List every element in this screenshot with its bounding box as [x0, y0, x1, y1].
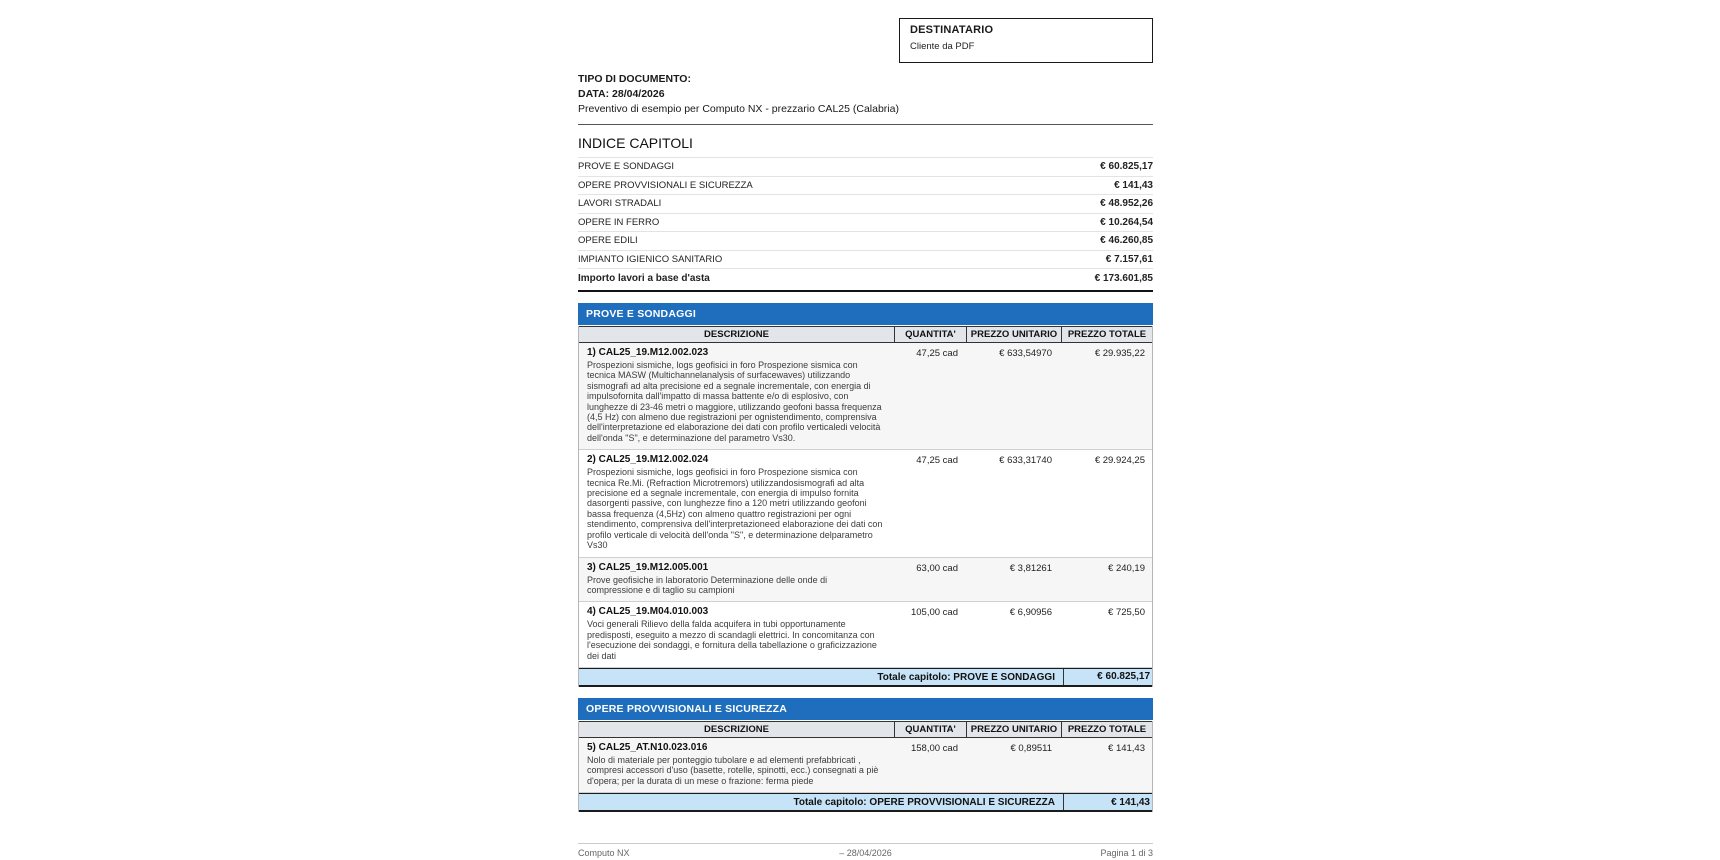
item-code: 1) CAL25_19.M12.002.023 [587, 347, 709, 358]
index-row-label: OPERE PROVVISIONALI E SICUREZZA [578, 179, 753, 191]
index-row-amount: € 7.157,61 [1105, 253, 1153, 265]
index-total-label: Importo lavori a base d'asta [578, 273, 710, 284]
item-quantity: 47,25 cad [916, 455, 958, 467]
item-description: Prospezioni sismiche, logs geofisici in foro Prospezione sismica con tecnica Re.Mi. (Refraction Microtremors) utilizzandosismografi ad alta precisione ed a segnale incrementale, con energia di impulso fornita dasorgenti passive, con lunghezze fino a 120 metri utilizzando geofoni bassa frequenza (4,5Hz) con almeno quattro registrazioni per ogni stendimento, comprensiva dell'interpretazioneed elaborazione dei dati con profilo verticale di velocità dell'onda "S", e determinazione delparametro Vs30 [587, 467, 883, 551]
index-row [578, 177, 1153, 196]
column-header-unit-price: PREZZO UNITARIO [966, 722, 1061, 737]
document-subtitle: Preventivo di esempio per Computo NX - prezzario CAL25 (Calabria) [578, 103, 899, 115]
index-row-amount: € 141,43 [1114, 179, 1153, 191]
index-row-label: LAVORI STRADALI [578, 198, 662, 210]
document-page [578, 0, 1153, 812]
item-total-price: € 29.924,25 [1094, 455, 1145, 467]
index-table [578, 157, 1153, 288]
chapter-total-amount: € 60.825,17 [1097, 671, 1150, 683]
index-row [578, 232, 1153, 251]
table-row [579, 602, 1152, 668]
item-unit-price: € 633,31740 [999, 455, 1052, 467]
column-header-description: DESCRIZIONE [704, 723, 769, 735]
item-quantity: 105,00 cad [910, 607, 958, 619]
index-total-row [578, 269, 1153, 288]
item-description-cell [587, 742, 888, 786]
table-row [579, 343, 1152, 450]
chapter-total-amount: € 141,43 [1111, 796, 1150, 808]
chapters-container [578, 303, 1153, 812]
item-total-price: € 725,50 [1108, 607, 1145, 619]
document-info [578, 72, 1153, 125]
table-row [579, 450, 1152, 557]
item-description-cell [587, 454, 888, 550]
chapter-total-row [579, 668, 1152, 687]
index-row [578, 251, 1153, 270]
index-total-amount: € 173.601,85 [1094, 273, 1153, 284]
item-description-cell [587, 562, 888, 596]
item-code: 3) CAL25_19.M12.005.001 [587, 561, 709, 573]
item-code: 2) CAL25_19.M12.002.024 [587, 454, 709, 466]
column-header-unit-price: PREZZO UNITARIO [966, 327, 1061, 342]
section-divider [578, 290, 1153, 292]
item-quantity: 47,25 cad [916, 348, 958, 359]
index-row-label: IMPIANTO IGIENICO SANITARIO [578, 253, 723, 265]
table-row [579, 738, 1152, 793]
index-row [578, 195, 1153, 214]
item-description-cell [587, 606, 888, 661]
index-row-amount: € 48.952,26 [1100, 198, 1153, 210]
item-unit-price: € 0,89511 [1010, 742, 1052, 754]
item-total-price: € 141,43 [1108, 742, 1145, 754]
chapter-title-bar: OPERE PROVVISIONALI E SICUREZZA [578, 698, 1153, 720]
column-header-quantity: QUANTITA' [894, 722, 966, 737]
index-row-label: OPERE IN FERRO [578, 216, 660, 228]
item-description-cell [587, 347, 888, 443]
chapter-table [578, 303, 1153, 687]
table-header-row [579, 326, 1152, 343]
page-footer [578, 843, 1153, 858]
footer-date: – 28/04/2026 [839, 848, 892, 858]
chapter-total-row [579, 793, 1152, 812]
item-quantity: 158,00 cad [910, 742, 958, 754]
chapter-body [578, 326, 1153, 687]
table-header-row [579, 721, 1152, 738]
recipient-name: Cliente da PDF [910, 41, 975, 52]
index-title: INDICE CAPITOLI [578, 135, 693, 151]
item-description: Voci generali Rilievo della falda acquifera in tubi opportunamente predisposti, eseguito a mezzo di scandagli elettrici. In concomitanza con l'esecuzione dei sondaggi, e fornitura della tabellazione o graficizzazione dei dati [587, 619, 877, 661]
item-description: Prove geofisiche in laboratorio Determinazione delle onde di compressione e di taglio su campioni [587, 574, 828, 595]
item-description: Nolo di materiale per ponteggio tubolare e ad elementi prefabbricati , compresi accessori d'uso (basette, rotelle, spinotti, ecc.) consegnati a piè d'opera; per la durata di un mese o frazione: ferma piede [587, 754, 879, 786]
item-code: 4) CAL25_19.M04.010.003 [587, 606, 709, 618]
footer-page-number: Pagina 1 di 3 [1100, 848, 1153, 858]
item-unit-price: € 6,90956 [1009, 607, 1052, 619]
column-header-quantity: QUANTITA' [894, 327, 966, 342]
chapter-total-label: Totale capitolo: PROVE E SONDAGGI [579, 669, 1064, 685]
index-row-label: PROVE E SONDAGGI [578, 161, 675, 173]
index-row [578, 214, 1153, 233]
item-quantity: 63,00 cad [916, 562, 958, 574]
chapter-body [578, 721, 1153, 812]
chapter-table [578, 698, 1153, 812]
chapter-title-bar: PROVE E SONDAGGI [578, 303, 1153, 325]
table-row [579, 558, 1152, 603]
item-total-price: € 240,19 [1108, 562, 1145, 574]
index-row-amount: € 10.264,54 [1100, 216, 1153, 228]
recipient-box [899, 18, 1153, 63]
item-code: 5) CAL25_AT.N10.023.016 [587, 741, 708, 753]
item-unit-price: € 3,81261 [1009, 562, 1052, 574]
item-total-price: € 29.935,22 [1094, 348, 1145, 359]
item-description: Prospezioni sismiche, logs geofisici in foro Prospezione sismica con tecnica MASW (Multichannelanalysis of surfacewaves) utilizzando sismografi ad alta precisione ed a segnale incrementale, con energia di impulsofornita dall'impatto di massa battente e/o di esplosivo, con lunghezze di 23-46 metri o maggiore, utilizzando geofoni bassa frequenza (4,5 Hz) con almeno due registrazioni per ognistendimento, comprensiva dell'interpretazione ed elaborazione dei dati con profilo verticaledi velocità dell'onda "S", e determinazione del parametro Vs30. [587, 360, 882, 443]
column-header-total-price: PREZZO TOTALE [1061, 327, 1152, 342]
chapter-total-label: Totale capitolo: OPERE PROVVISIONALI E SICUREZZA [579, 794, 1064, 810]
index-row-label: OPERE EDILI [578, 235, 638, 247]
footer-app-name: Computo NX [578, 848, 630, 858]
document-date: DATA: 28/04/2026 [578, 88, 665, 100]
column-header-description: DESCRIZIONE [704, 329, 769, 340]
item-unit-price: € 633,54970 [999, 348, 1052, 359]
recipient-box-title: DESTINATARIO [910, 24, 994, 36]
document-type-label: TIPO DI DOCUMENTO: [578, 73, 691, 85]
column-header-total-price: PREZZO TOTALE [1061, 722, 1152, 737]
index-row-amount: € 60.825,17 [1100, 161, 1153, 173]
index-row-amount: € 46.260,85 [1100, 235, 1153, 247]
index-row [578, 158, 1153, 177]
